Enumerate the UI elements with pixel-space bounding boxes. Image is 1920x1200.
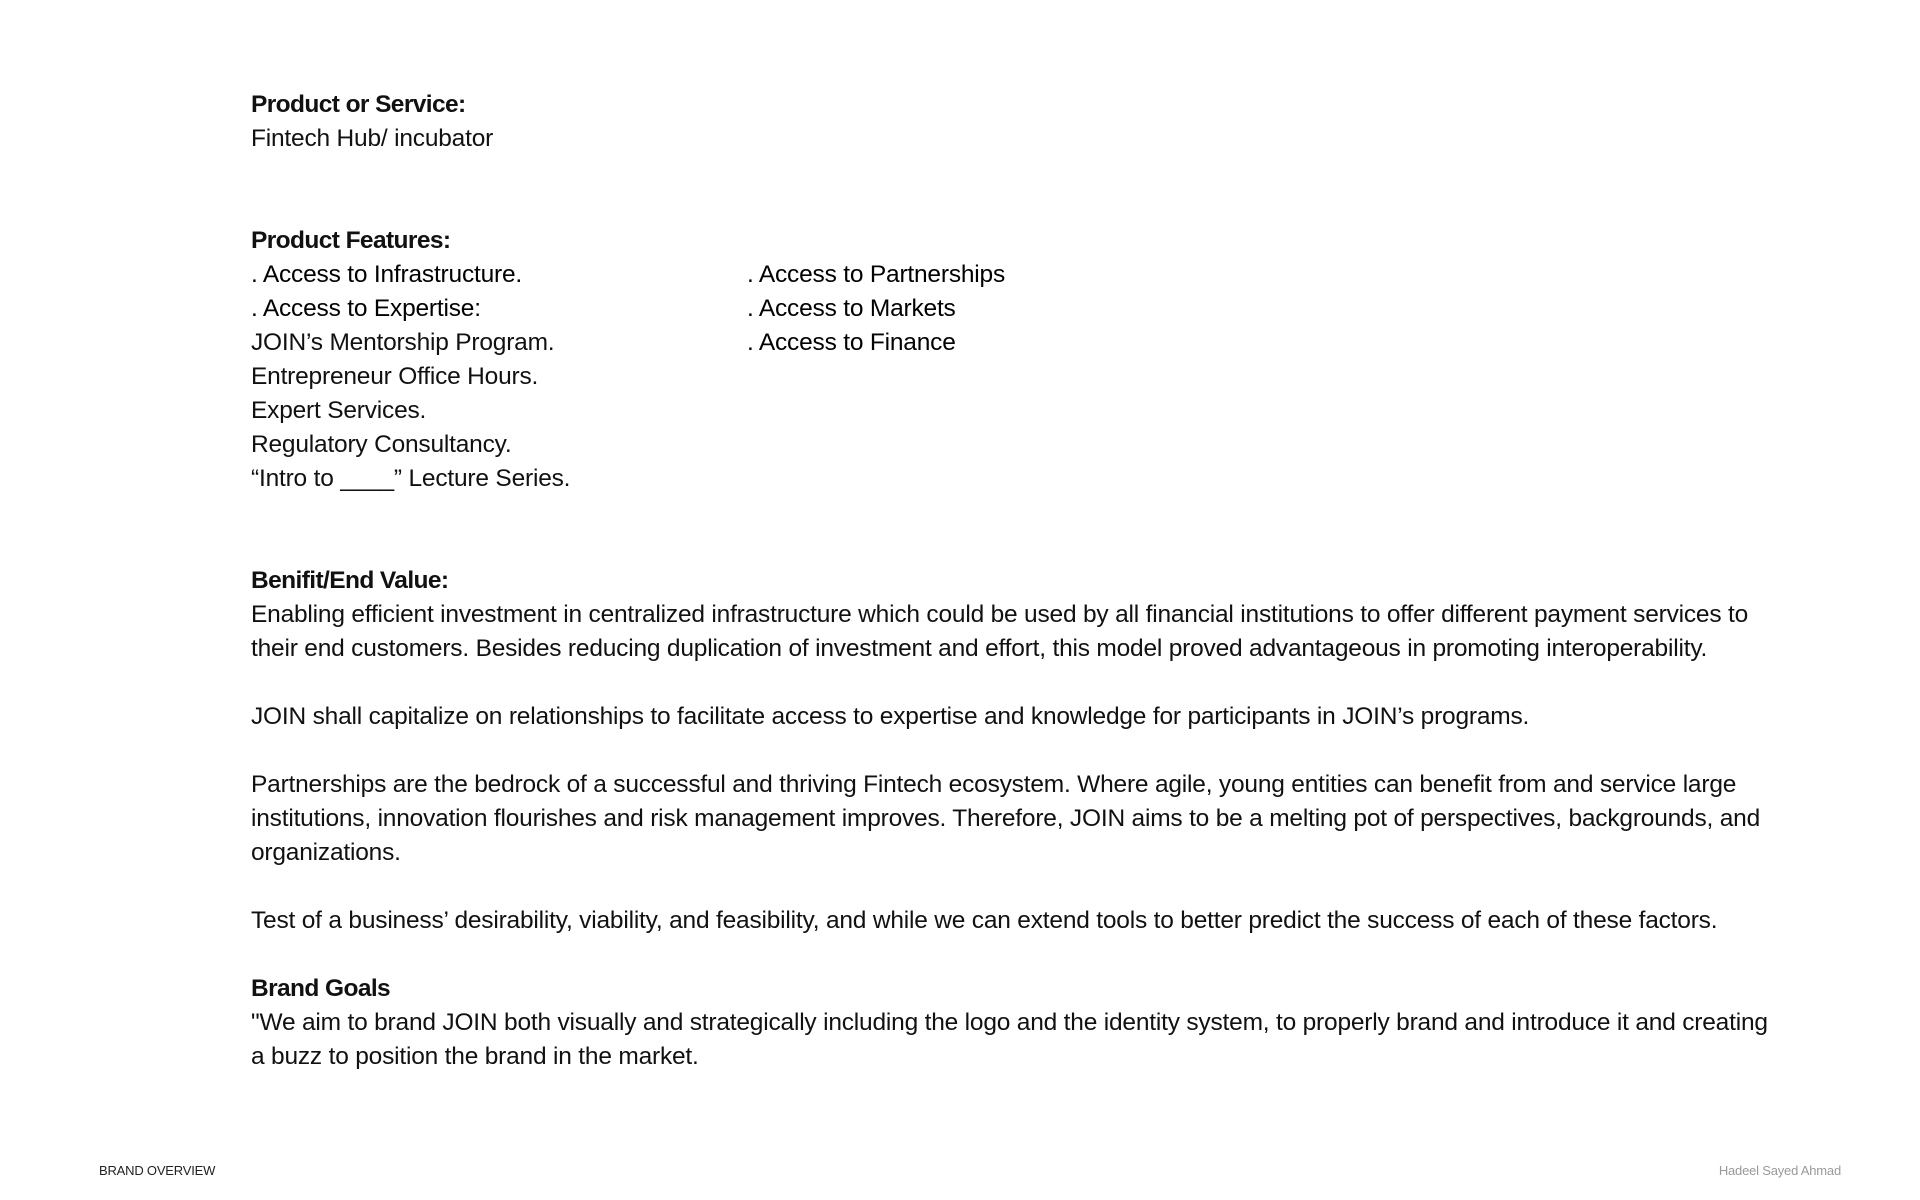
feature-subitem: Expert Services. (251, 397, 427, 424)
benefit-heading: Benifit/End Value: (251, 567, 449, 594)
features-column-2 (747, 258, 1247, 496)
feature-subitem: Entrepreneur Office Hours. (251, 363, 539, 390)
feature-subitem: Regulatory Consultancy. (251, 431, 512, 458)
feature-item: . Access to Finance (747, 329, 956, 356)
features-column-1 (251, 258, 747, 496)
feature-item: . Access to Expertise: (251, 295, 481, 322)
benefit-paragraph: Enabling efficient investment in centralized infrastructure which could be used by all financial institutions to offer different payment services to their end customers. Besides reducing duplication of investment and effort, this model proved advantageous in promoting interoperability. (251, 601, 1749, 662)
feature-subitem: “Intro to ____” Lecture Series. (251, 465, 571, 492)
footer-author: Hadeel Sayed Ahmad (1718, 1163, 1841, 1178)
features-section (251, 224, 1771, 496)
feature-subitem: JOIN’s Mentorship Program. (251, 329, 555, 356)
brand-goals-heading: Brand Goals (251, 975, 391, 1002)
benefit-paragraph: Partnerships are the bedrock of a successful and thriving Fintech ecosystem. Where agile, young entities can benefit from and service large institutions, innovation flourishes and risk management improves. Therefore, JOIN aims to be a melting pot of perspectives, backgrounds, and organizations. (251, 771, 1761, 866)
benefit-section (251, 564, 1771, 938)
feature-item: . Access to Partnerships (747, 261, 1006, 288)
document-body (251, 88, 1771, 1074)
features-columns (251, 258, 1771, 496)
product-text: Fintech Hub/ incubator (251, 125, 494, 152)
footer-section-label: BRAND OVERVIEW (99, 1163, 216, 1178)
brand-goals-text: "We aim to brand JOIN both visually and strategically including the logo and the identity system, to properly brand and introduce it and creating a buzz to position the brand in the market. (251, 1009, 1768, 1070)
benefit-paragraph: Test of a business’ desirability, viability, and feasibility, and while we can extend tools to better predict the success of each of these factors. (251, 907, 1718, 934)
feature-item: . Access to Infrastructure. (251, 261, 523, 288)
benefit-paragraph: JOIN shall capitalize on relationships to facilitate access to expertise and knowledge for participants in JOIN’s programs. (251, 703, 1530, 730)
brand-goals-section (251, 972, 1771, 1074)
feature-item: . Access to Markets (747, 295, 956, 322)
product-section (251, 88, 1771, 156)
product-heading: Product or Service: (251, 91, 466, 118)
features-heading: Product Features: (251, 227, 451, 254)
